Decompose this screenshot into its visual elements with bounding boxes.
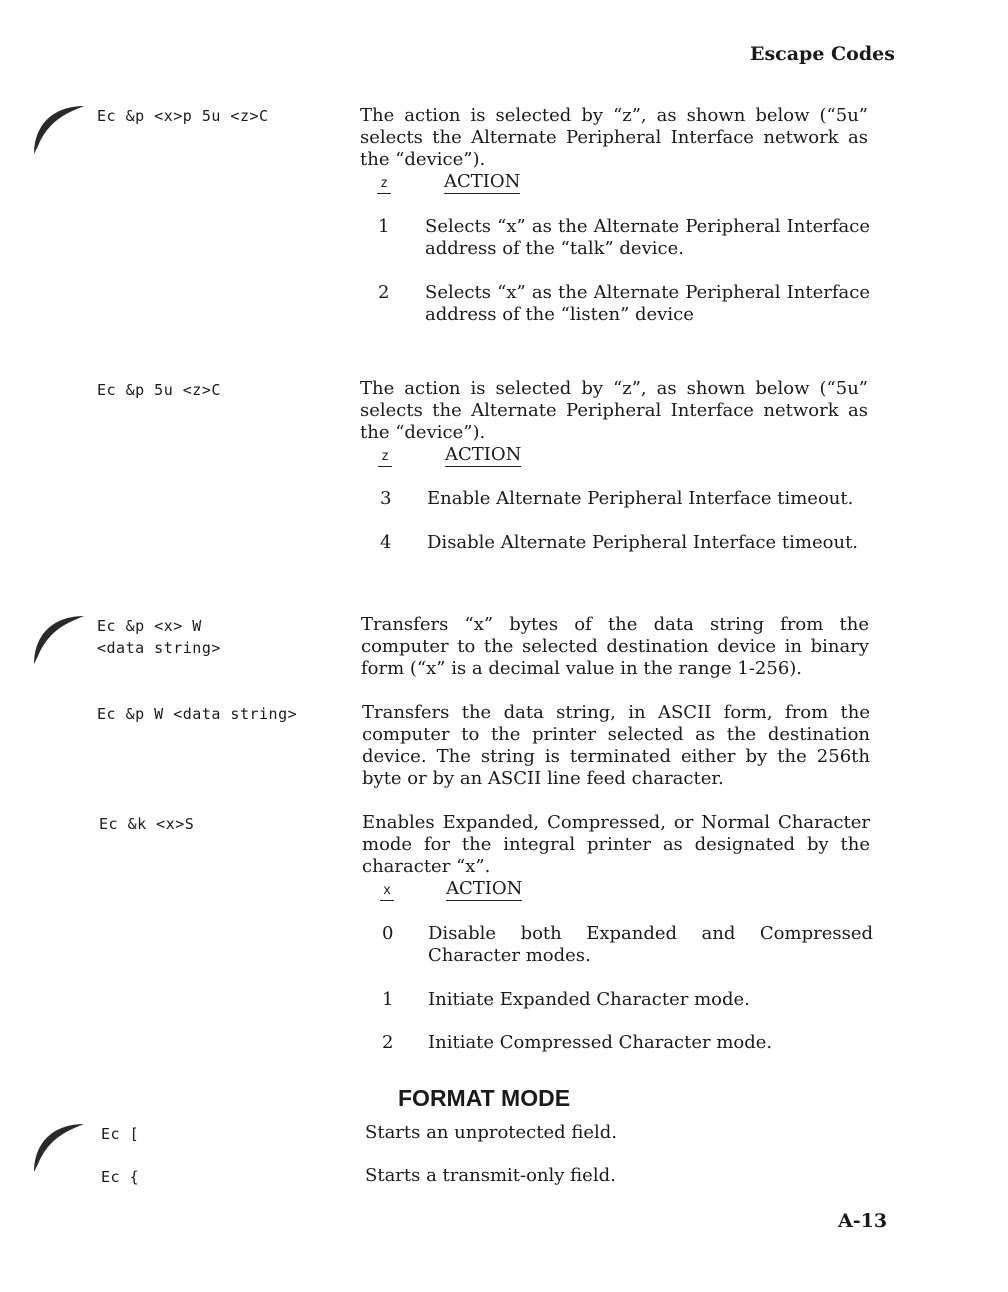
- table-row-action: Selects “x” as the Alternate Peripheral Interface address of the “talk” device.: [425, 216, 870, 259]
- table-row-action: Initiate Compressed Character mode.: [428, 1032, 773, 1053]
- table-key-header: x: [380, 882, 394, 901]
- table-row-key: 2: [378, 282, 390, 303]
- table-action-header: ACTION: [444, 171, 521, 192]
- table-row-action: Disable Alternate Peripheral Interface timeout.: [427, 532, 859, 553]
- table-row-key: 1: [382, 989, 394, 1010]
- escape-code: Ec &p <x>p 5u <z>C: [97, 107, 269, 125]
- table-action-header: ACTION: [446, 878, 523, 899]
- escape-code: Ec &k <x>S: [99, 815, 195, 833]
- table-row-key: 3: [380, 488, 392, 509]
- punch-hole-mark: [30, 98, 92, 160]
- escape-code: Ec &p 5u <z>C: [97, 381, 221, 399]
- escape-code-description: The action is selected by “z”, as shown below (“5u” selects the Alternate Peripheral Interface network as the “device”).: [360, 378, 868, 443]
- punch-hole-mark: [30, 608, 92, 670]
- table-row-key: 4: [380, 532, 392, 553]
- table-row-action: Selects “x” as the Alternate Peripheral Interface address of the “listen” device: [425, 282, 870, 325]
- escape-code-description: Enables Expanded, Compressed, or Normal Character mode for the integral printer as designated by the character “x”.: [362, 812, 870, 877]
- page-number: A-13: [838, 1210, 888, 1232]
- page-header-title: Escape Codes: [750, 43, 895, 65]
- escape-code-description: Starts an unprotected field.: [365, 1122, 618, 1143]
- table-row-key: 1: [378, 216, 390, 237]
- escape-code-description: Transfers the data string, in ASCII form, from the computer to the printer selected as the destination device. The string is terminated either by the 256th byte or by an ASCII line feed character.: [362, 702, 870, 789]
- table-row-key: 0: [382, 923, 394, 944]
- escape-code-description: The action is selected by “z”, as shown below (“5u” selects the Alternate Peripheral Interface network as the “device”).: [360, 105, 868, 170]
- section-heading: FORMAT MODE: [398, 1085, 571, 1111]
- escape-code-parameter: <data string>: [97, 639, 221, 657]
- escape-code-description: Starts a transmit-only field.: [365, 1165, 616, 1186]
- escape-code: Ec &p <x> W: [97, 617, 202, 635]
- table-row-key: 2: [382, 1032, 394, 1053]
- escape-code: Ec [: [101, 1125, 140, 1143]
- escape-code: Ec {: [101, 1168, 140, 1186]
- table-key-header: z: [378, 448, 392, 467]
- escape-code-description: Transfers “x” bytes of the data string from the computer to the selected destination device in binary form (“x” is a decimal value in the range 1-256).: [361, 614, 869, 679]
- punch-hole-mark: [30, 1116, 92, 1178]
- table-key-header: z: [377, 175, 391, 194]
- table-row-action: Disable both Expanded and Compressed Character modes.: [428, 923, 873, 966]
- table-action-header: ACTION: [445, 444, 522, 465]
- table-row-action: Initiate Expanded Character mode.: [428, 989, 750, 1010]
- table-row-action: Enable Alternate Peripheral Interface timeout.: [427, 488, 854, 509]
- escape-code: Ec &p W <data string>: [97, 705, 298, 723]
